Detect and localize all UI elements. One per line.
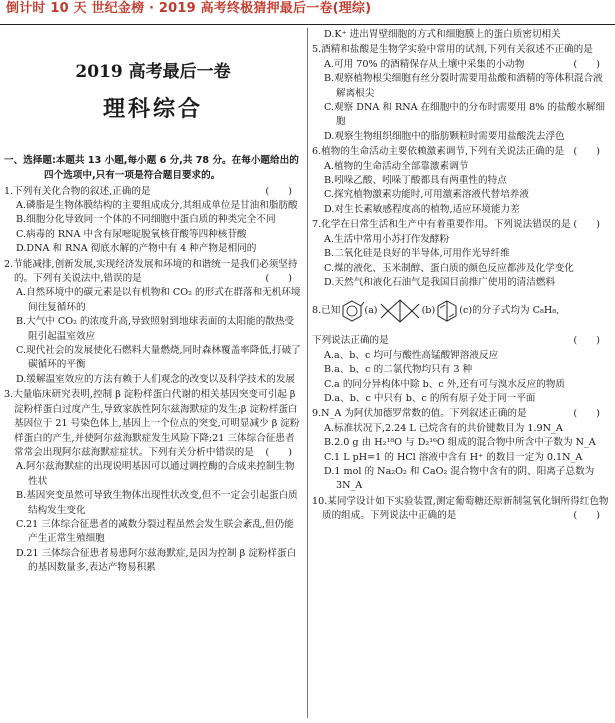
option-b: B.基因突变虽然可导致生物体出现性状改变,但不一定会引起蛋白质结构发生变化 (16, 490, 298, 516)
left-column (4, 28, 302, 576)
column-divider (307, 28, 308, 718)
option-a: A.生活中常用小苏打作发酵粉 (324, 233, 450, 245)
option-b: B.大气中 CO₂ 的浓度升高,导致照射到地球表面的太阳能的散热受阻引起温室效应 (16, 316, 295, 342)
molecule-structures (312, 296, 610, 326)
question-stem: 10.某同学设计如下实验装置,测定葡萄糖还原新制氢氧化铜所得红色物质的组成。下列说法中正确的是 (312, 495, 609, 522)
bridged-structure-icon (435, 298, 459, 324)
question-stem: 5.酒精和盐酸是生物学实验中常用的试剂,下列有关叙述不正确的是 (312, 44, 593, 56)
option-d: D.a、b、c 中只有 b、c 的所有原子处于同一平面 (324, 392, 536, 404)
question-7: 7.化学在日常生活和生产中有着重要作用。下列说法错误的是 ( ) A.生活中常用小苏打作发酵粉 B.二氧化硅是良好的半导体,可用作光导纤维 C.煤的液化、玉米制醇、蛋白质的颜色反应都涉及化学变化 D.天然气和液化石油气是我国目前推广使用的清洁燃料 (312, 218, 610, 290)
q8-formula: 的分子式均为 C₈H₈, (472, 305, 560, 317)
option-c: C.a 的同分异构体中除 b、c 外,还有可与溴水反应的物质 (324, 378, 565, 390)
label-a: (a) (364, 305, 378, 317)
paper-title: 2019 高考最后一卷 (75, 62, 231, 82)
question-stem: 6.植物的生命活动主要依赖激素调节,下列有关说法正确的是 (312, 146, 565, 158)
question-stem: 7.化学在日常生活和生产中有着重要作用。下列说法错误的是 (312, 219, 571, 231)
option-c: C.探究植物激素功能时,可用激素溶液代替培养液 (324, 189, 529, 201)
option-a: A.植物的生命活动全部靠激素调节 (324, 160, 469, 172)
option-b: B.2.0 g 由 H₂¹⁸O 与 D₂¹⁶O 组成的混合物中所含中子数为 N_A (324, 437, 596, 449)
option-a: A.磷脂是生物体膜结构的主要组成成分,其组成单位是甘油和脂肪酸 (16, 200, 298, 211)
option-b: B.a、b、c 的二氯代物均只有 3 种 (324, 364, 473, 376)
label-c: (c) (459, 305, 473, 317)
option-c: C.1 L pH=1 的 HCl 溶液中含有 H⁺ 的数目一定为 0.1N_A (324, 451, 583, 463)
question-3: 3.大量临床研究表明,控制 β 淀粉样蛋白代谢的相关基因突变可引起 β 淀粉样蛋白过度产生,导致家族性阿尔兹海默症的发生;β 淀粉样蛋白基因位于 21 号染色体上,基因上一个位点的突变,可明显减少 β 淀粉样蛋白的产生,并使阿尔兹海默症发生风险下降;21 三体综合征患者常常会出现阿尔兹海默症症状。下列有关分析中错误的是 ( ) A.阿尔兹海默症的出现说明基因可以通过调控酶的合成来控制生物性状 B.基因突变虽然可导致生物体出现性状改变,但不一定会引起蛋白质结构发生变化 C.21 三体综合征患者的减数分裂过程虽然会发生联会紊乱,但仍能产生正常生殖细胞 D.21 三体综合征患者易患阿尔兹海默症,是因为控制 β 淀粉样蛋白的基因数量多,表达产物易积累 (4, 388, 302, 575)
header-bar (0, 0, 615, 25)
option-a: A.阿尔兹海默症的出现说明基因可以通过调控酶的合成来控制生物性状 (16, 461, 295, 487)
option-d: D.观察生物组织细胞中的脂肪颗粒时需要用盐酸洗去浮色 (324, 130, 565, 142)
header-title: 倒计时 10 天 世纪金榜 · 2019 高考终极猜押最后一卷(理综) (6, 1, 372, 16)
option-c: C.现代社会的发展使化石燃料大量燃烧,同时森林覆盖率降低,打破了碳循环的平衡 (16, 345, 301, 371)
label-b: (b) (421, 305, 436, 317)
question-stem: 1.下列有关化合物的叙述,正确的是 (4, 185, 151, 197)
question-8: 8.已知 (a) (b) (c) 的分子式均为 C₈H₈, 下列说法正确的是 ( ) A.a、b、c 均可与酸性高锰酸钾溶液反应 B.a、b、c 的二氯代物均只有 3 种 C.a 的同分异构体中除 b、c 外,还有可与溴水反应的物质 D.a、b、c 中只有 b、c 的所有原子处于同一平面 (312, 296, 610, 406)
option-c: C.煤的液化、玉米制醇、蛋白质的颜色反应都涉及化学变化 (324, 262, 574, 274)
option-c: C.观察 DNA 和 RNA 在细胞中的分布时需要用 8% 的盐酸水解细胞 (324, 102, 606, 128)
bicyclic-structure-icon (378, 298, 422, 324)
question-stem: 2.节能减排,创新发展,实现经济发展和环境的和谐统一是我们必须坚持的。下列有关说法中,错误的是 (4, 258, 298, 285)
question-stem: 下列说法正确的是 (312, 335, 389, 347)
question-1: ( ) 1.下列有关化合物的叙述,正确的是 A.磷脂是生物体膜结构的主要组成成分,其组成单位是甘油和脂肪酸 B.细胞分化导致同一个体的不同细胞中蛋白质的种类完全不同 C.病毒的 RNA 中含有尿嘧啶脱氧核苷酸等四种核苷酸 D.DNA 和 RNA 彻底水解的产物中有 4 种产物是相同的 (4, 185, 302, 257)
option-a: A.自然环境中的碳元素是以有机物和 CO₂ 的形式在群落和无机环境间往复循环的 (16, 287, 301, 313)
question-stem: 9.N_A 为阿伏加德罗常数的值。下列叙述正确的是 (312, 408, 527, 420)
option-b: B.观察植物根尖细胞有丝分裂时需要用盐酸和酒精的等体积混合液解离根尖 (324, 73, 603, 99)
option-d: D.DNA 和 RNA 彻底水解的产物中有 4 种产物是相同的 (16, 243, 257, 255)
question-10: 10.某同学设计如下实验装置,测定葡萄糖还原新制氢氧化铜所得红色物质的组成。下列说法中正确的是 ( ) (312, 495, 609, 522)
section-heading: 一、选择题:本题共 13 小题,每小题 6 分,共 78 分。在每小题给出的四个选项中,只有一项是符合题目要求的。 (4, 155, 299, 181)
question-5: 5.酒精和盐酸是生物学实验中常用的试剂,下列有关叙述不正确的是 ( ) A.可用 70% 的酒精保存从土壤中采集的小动物 B.观察植物根尖细胞有丝分裂时需要用盐酸和酒精的等体积混合液解离根尖 C.观察 DNA 和 RNA 在细胞中的分布时需要用 8% 的盐酸水解细胞 D.观察生物组织细胞中的脂肪颗粒时需要用盐酸洗去浮色 (312, 43, 610, 144)
option-c: C.病毒的 RNA 中含有尿嘧啶脱氧核苷酸等四种核苷酸 (16, 228, 247, 240)
continued-option-d: D.K⁺ 进出胃壁细胞的方式和细胞膜上的蛋白质密切相关 (324, 29, 561, 40)
option-a: A.标准状况下,2.24 L 已烷含有的共价键数目为 1.9N_A (324, 422, 563, 434)
option-d: D.缓解温室效应的方法有赖于人们观念的改变以及科学技术的发展 (16, 373, 296, 385)
question-stem: 3.大量临床研究表明,控制 β 淀粉样蛋白代谢的相关基因突变可引起 β 淀粉样蛋白过度产生,导致家族性阿尔兹海默症的发生;β 淀粉样蛋白基因位于 21 号染色体上,基因上一个位点的突变,可明显减少 β 淀粉样蛋白的产生,并使阿尔兹海默症发生风险下降;21 三体综合征患者常常会出现阿尔兹海默症症状。下列有关分析中错误的是 (4, 389, 300, 458)
option-a: A.可用 70% 的酒精保存从土壤中采集的小动物 (324, 58, 525, 70)
option-b: B.二氧化硅是良好的半导体,可用作光导纤维 (324, 248, 510, 260)
right-column (312, 28, 610, 524)
q8-prefix: 8.已知 (312, 305, 341, 317)
paper-subtitle: 理科综合 (102, 96, 203, 122)
question-2: 2.节能减排,创新发展,实现经济发展和环境的和谐统一是我们必须坚持的。下列有关说法中,错误的是 ( ) A.自然环境中的碳元素是以有机物和 CO₂ 的形式在群落和无机环境间往复循环的 B.大气中 CO₂ 的浓度升高,导致照射到地球表面的太阳能的散热受阻引起温室效应 C.现代社会的发展使化石燃料大量燃烧,同时森林覆盖率降低,打破了碳循环的平衡 D.缓解温室效应的方法有赖于人们观念的改变以及科学技术的发展 (4, 258, 302, 388)
option-b: B.吲哚乙酸、吲哚丁酸都具有两重性的特点 (324, 175, 507, 187)
question-9: 9.N_A 为阿伏加德罗常数的值。下列叙述正确的是 ( ) A.标准状况下,2.24 L 已烷含有的共价键数目为 1.9N_A B.2.0 g 由 H₂¹⁸O 与 D₂¹⁶O 组成的混合物中所含中子数为 N_A C.1 L pH=1 的 HCl 溶液中含有 H⁺ 的数目一定为 0.1N_A D.1 mol 的 Na₂O₂ 和 CaO₂ 混合物中含有的阴、阳离子总数为 3N_A (312, 407, 610, 493)
option-a: A.a、b、c 均可与酸性高锰酸钾溶液反应 (324, 349, 499, 361)
option-c: C.21 三体综合征患者的减数分裂过程虽然会发生联会紊乱,但仍能产生正常生殖细胞 (16, 518, 294, 545)
option-d: D.天然气和液化石油气是我国目前推广使用的清洁燃料 (324, 276, 556, 288)
option-b: B.细胞分化导致同一个体的不同细胞中蛋白质的种类完全不同 (16, 214, 276, 226)
styrene-structure-icon (340, 298, 364, 324)
option-d: D.21 三体综合征患者易患阿尔兹海默症,是因为控制 β 淀粉样蛋白的基因数量多,表达产物易积累 (16, 547, 297, 574)
option-d: D.对生长素敏感程度高的植物,适应环境能力差 (324, 203, 520, 215)
question-6: 6.植物的生命活动主要依赖激素调节,下列有关说法正确的是 ( ) A.植物的生命活动全部靠激素调节 B.吲哚乙酸、吲哚丁酸都具有两重性的特点 C.探究植物激素功能时,可用激素溶液代替培养液 D.对生长素敏感程度高的植物,适应环境能力差 (312, 145, 610, 217)
option-d: D.1 mol 的 Na₂O₂ 和 CaO₂ 混合物中含有的阴、阳离子总数为 3N_A (324, 465, 595, 492)
